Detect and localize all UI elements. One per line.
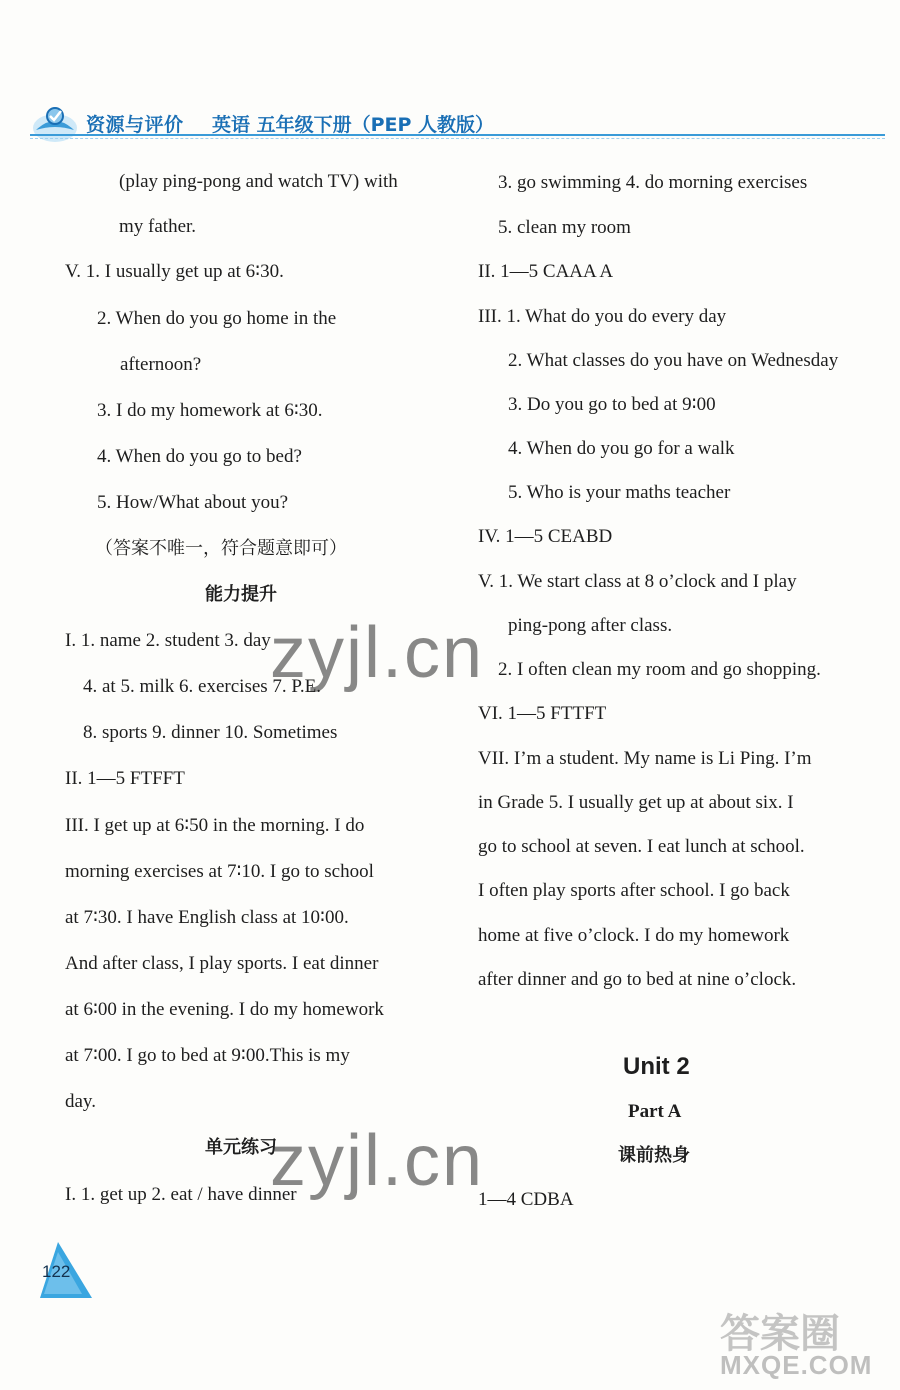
right-column-line: 4. When do you go for a walk <box>508 438 735 459</box>
page-number: 122 <box>42 1262 71 1281</box>
right-column-line: 3. go swimming 4. do morning exercises <box>498 172 808 193</box>
left-column-line: 单元练习 <box>205 1137 277 1158</box>
right-column-line: I often play sports after school. I go back <box>478 880 790 901</box>
left-column-line: 2. When do you go home in the <box>97 308 337 329</box>
left-column-line: at 7∶30. I have English class at 10∶00. <box>65 907 349 928</box>
left-column-line: at 6∶00 in the evening. I do my homework <box>65 999 384 1020</box>
right-column-line: Unit 2 <box>623 1053 690 1080</box>
left-column-line: II. 1—5 FTFFT <box>65 768 185 789</box>
watermark-text: zyjl.cn <box>270 1121 485 1201</box>
header-rule-dashed <box>30 138 885 139</box>
header-rule <box>30 134 885 136</box>
right-column-line: II. 1—5 CAAA A <box>478 261 614 282</box>
right-column-line: 2. I often clean my room and go shopping. <box>498 659 821 680</box>
left-column-line: morning exercises at 7∶10. I go to school <box>65 861 374 882</box>
right-column-line: Part A <box>628 1101 682 1122</box>
left-column-line: 4. at 5. milk 6. exercises 7. P.E. <box>83 676 321 697</box>
watermark-logo: 答案圈 <box>720 1311 840 1357</box>
left-column-line: my father. <box>119 216 197 237</box>
right-column-line: 2. What classes do you have on Wednesday <box>508 350 839 371</box>
page-header <box>0 92 900 162</box>
left-column-line: （答案不唯一，符合题意即可） <box>95 538 347 559</box>
left-column-line: V. 1. I usually get up at 6∶30. <box>65 261 284 282</box>
left-column-line: day. <box>65 1091 96 1112</box>
right-column-line: home at five o’clock. I do my homework <box>478 925 790 946</box>
right-column-line: 课前热身 <box>618 1145 690 1166</box>
header-brand: 资源与评价 <box>86 114 184 136</box>
left-column-line: at 7∶00. I go to bed at 9∶00.This is my <box>65 1045 350 1066</box>
left-column-line: 4. When do you go to bed? <box>97 446 302 467</box>
right-column-line: ping-pong after class. <box>508 615 673 636</box>
header-subtitle: 英语 五年级下册（PEP 人教版） <box>212 114 495 136</box>
left-column-line: (play ping-pong and watch TV) with <box>119 171 398 192</box>
right-column-line: go to school at seven. I eat lunch at school. <box>478 836 805 857</box>
left-column-line: 3. I do my homework at 6∶30. <box>97 400 323 421</box>
right-column-line: III. 1. What do you do every day <box>478 306 727 327</box>
left-column-line: 能力提升 <box>205 584 277 605</box>
right-column-line: 1—4 CDBA <box>478 1189 574 1210</box>
right-column-line: VII. I’m a student. My name is Li Ping. I’m <box>478 748 812 769</box>
right-column-line: VI. 1—5 FTTFT <box>478 703 607 724</box>
book-logo-icon <box>30 100 80 146</box>
left-column-line: And after class, I play sports. I eat dinner <box>65 953 379 974</box>
left-column-line: I. 1. get up 2. eat / have dinner <box>65 1184 297 1205</box>
right-column-line: 5. clean my room <box>498 217 631 238</box>
watermark-text: zyjl.cn <box>270 613 485 693</box>
right-column-line: V. 1. We start class at 8 o’clock and I play <box>478 571 797 592</box>
right-column-line: after dinner and go to bed at nine o’clock. <box>478 969 797 990</box>
left-column-line: afternoon? <box>120 354 202 375</box>
right-column-line: in Grade 5. I usually get up at about six. I <box>478 792 794 813</box>
right-column-line: 5. Who is your maths teacher <box>508 482 731 503</box>
left-column-line: 8. sports 9. dinner 10. Sometimes <box>83 722 338 743</box>
left-column-line: III. I get up at 6∶50 in the morning. I do <box>65 815 365 836</box>
right-column-line: 3. Do you go to bed at 9∶00 <box>508 394 716 415</box>
watermark-url: MXQE.COM <box>720 1350 873 1380</box>
left-column-line: I. 1. name 2. student 3. day <box>65 630 271 651</box>
right-column-line: IV. 1—5 CEABD <box>478 526 613 547</box>
left-column-line: 5. How/What about you? <box>97 492 289 513</box>
